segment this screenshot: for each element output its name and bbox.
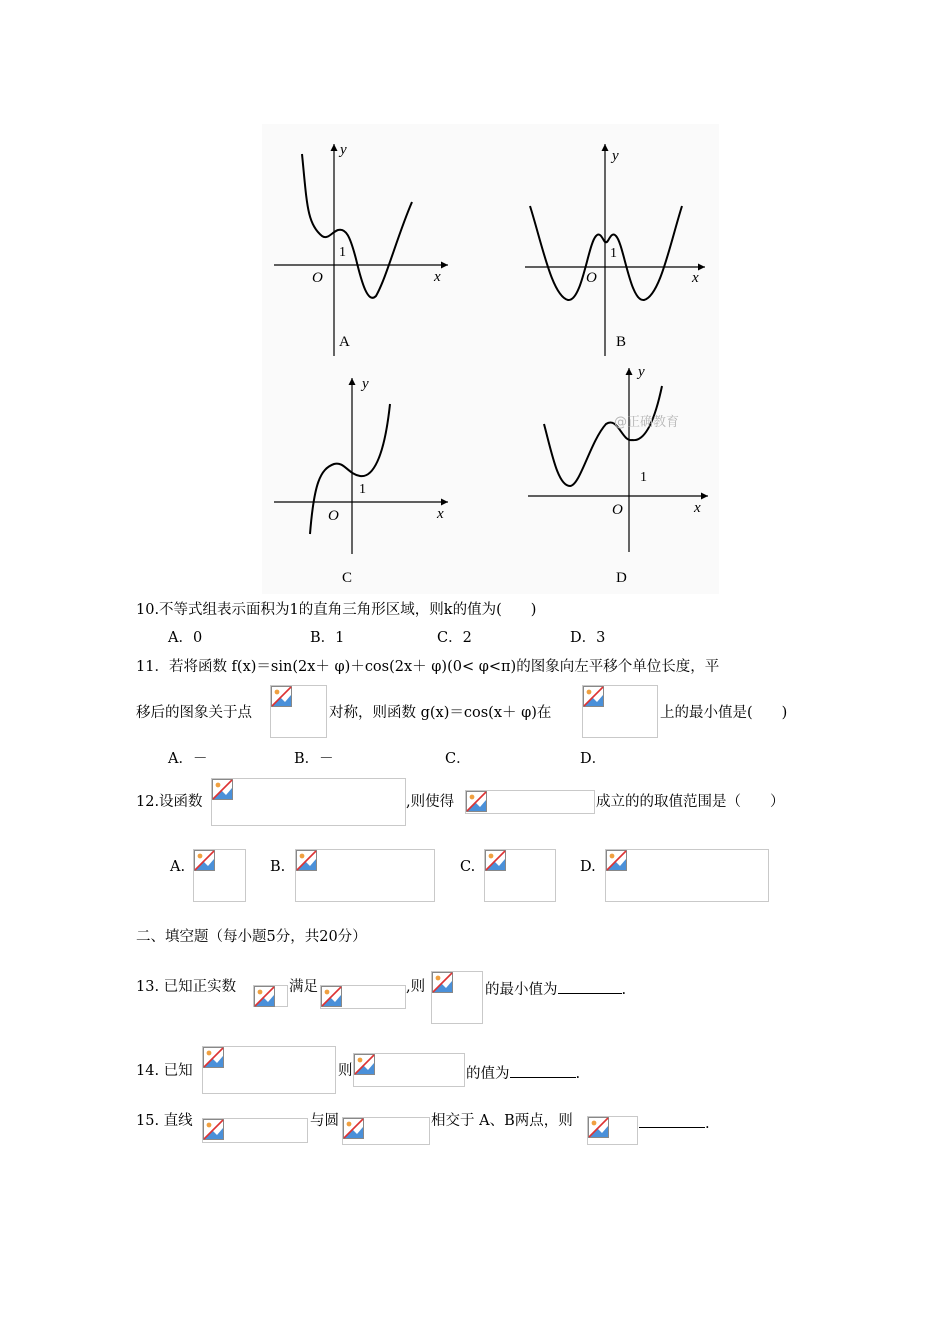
graph-b-one: 1 — [610, 246, 617, 261]
graph-b-x-label: x — [692, 270, 699, 286]
graph-b-y-label: y — [612, 148, 619, 164]
q15-c: 相交于 A、B两点，则 — [431, 1113, 573, 1129]
q10-option-b: B．1 — [310, 630, 345, 646]
q10-option-c: C．2 — [437, 630, 472, 646]
q14-end: . — [575, 1066, 581, 1082]
q11-option-c: C． — [445, 751, 471, 767]
broken-image-icon — [212, 779, 233, 800]
q14-answer-blank[interactable] — [510, 1061, 576, 1078]
q15-ab-image — [587, 1116, 638, 1145]
broken-image-icon — [203, 1119, 224, 1140]
q11-option-b: B．－ — [294, 751, 334, 767]
broken-image-icon — [432, 972, 453, 993]
q14-expression-image — [353, 1053, 465, 1087]
broken-image-icon — [466, 791, 487, 812]
broken-image-icon — [254, 986, 275, 1007]
q13-b: 满足 — [289, 979, 318, 995]
broken-image-icon — [296, 850, 317, 871]
q11-interval-image — [582, 685, 658, 738]
graph-c-letter: C — [342, 570, 353, 586]
q14-given-image — [202, 1046, 336, 1094]
q11-option-a: A．－ — [168, 751, 208, 767]
broken-image-icon — [583, 686, 604, 707]
q14-c-wrap — [466, 1061, 580, 1084]
broken-image-icon — [343, 1118, 364, 1139]
graph-a-origin: O — [312, 270, 323, 286]
q13-end: . — [621, 982, 627, 998]
graph-c-origin: O — [328, 508, 339, 524]
graph-a — [274, 142, 448, 356]
broken-image-icon — [485, 850, 506, 871]
q12-mid: ,则使得 — [406, 794, 455, 810]
broken-image-icon — [606, 850, 627, 871]
broken-image-icon — [203, 1047, 224, 1068]
graph-d — [528, 364, 708, 586]
graph-b-curve — [530, 206, 682, 300]
broken-image-icon — [321, 986, 342, 1007]
graph-c-one: 1 — [359, 482, 366, 497]
q12-option-a-image — [193, 849, 246, 902]
graph-d-one: 1 — [640, 470, 647, 485]
graph-c-x-label: x — [437, 506, 444, 522]
q11-line2-a: 移后的图象关于点 — [136, 705, 252, 721]
graph-d-letter: D — [616, 570, 627, 586]
q10-option-d: D．3 — [570, 630, 606, 646]
q13-a: 13. 已知正实数 — [136, 979, 237, 995]
graph-a-letter: A — [339, 334, 350, 350]
graph-d-origin: O — [612, 502, 623, 518]
q12-inequality-image — [465, 790, 595, 814]
q13-d — [485, 977, 626, 1000]
broken-image-icon — [354, 1054, 375, 1075]
graph-a-one: 1 — [339, 245, 346, 260]
q14-c: 的值为 — [466, 1066, 510, 1082]
q13-d-text: 的最小值为 — [485, 982, 558, 998]
q11-line2-b: 对称，则函数 g(x)＝cos(x＋ φ)在 — [329, 705, 552, 721]
q13-vars-image — [253, 985, 288, 1007]
q12-prefix: 12.设函数 — [136, 794, 203, 810]
graph-c-curve — [310, 404, 390, 534]
q11-line2-c: 上的最小值是( ) — [660, 705, 788, 721]
q14-b: 则 — [338, 1063, 353, 1079]
q13-condition-image — [320, 985, 406, 1009]
section2-heading: 二、填空题（每小题5分，共20分） — [136, 929, 367, 945]
q15-line-image — [202, 1118, 308, 1143]
graph-a-x-label: x — [434, 269, 441, 285]
q15-end: . — [705, 1116, 710, 1132]
q15-circle-image — [342, 1117, 430, 1145]
q11-point-image — [270, 685, 327, 738]
watermark: @正确教育 — [614, 415, 680, 430]
q11-option-d: D． — [580, 751, 607, 767]
graph-d-x-label: x — [694, 500, 701, 516]
q10-stem: 10.不等式组表示面积为1的直角三角形区域，则k的值为( ) — [136, 602, 537, 618]
graph-b-letter: B — [616, 334, 627, 350]
q10-option-a: A．0 — [168, 630, 203, 646]
q15-b: 与圆 — [310, 1113, 339, 1129]
q13-answer-blank[interactable] — [558, 977, 622, 994]
graph-a-y-label: y — [340, 142, 347, 158]
q11-line1: 11．若将函数 f(x)＝sin(2x＋ φ)＋cos(2x＋ φ)(0< φ<π)的图象向左平移个单位长度，平 — [136, 659, 720, 675]
q12-option-d-image — [605, 849, 769, 902]
broken-image-icon — [271, 686, 292, 707]
q12-option-b-image — [295, 849, 435, 902]
q14-a: 14. 已知 — [136, 1063, 193, 1079]
graph-d-y-label: y — [638, 364, 645, 380]
graph-c-y-label: y — [362, 376, 369, 392]
q13-expression-image — [431, 971, 483, 1024]
q15-answer-blank[interactable] — [639, 1111, 705, 1128]
broken-image-icon — [588, 1117, 609, 1138]
q12-function-image — [211, 778, 406, 826]
q13-c: ,则 — [406, 979, 426, 995]
q12-option-c: C. — [460, 859, 476, 875]
q15-a: 15. 直线 — [136, 1113, 193, 1129]
broken-image-icon — [194, 850, 215, 871]
q12-option-b: B. — [270, 859, 286, 875]
q12-option-a: A. — [170, 859, 186, 875]
graph-c — [274, 376, 448, 586]
graph-b-origin: O — [586, 270, 597, 286]
graph-b — [525, 144, 705, 356]
q12-suffix: 成立的的取值范围是（ ） — [596, 794, 785, 810]
graphs-svg — [262, 124, 719, 594]
q15-answer-wrap — [639, 1111, 710, 1134]
q12-option-c-image — [484, 849, 556, 902]
q12-option-d: D. — [580, 859, 596, 875]
function-graphs-figure — [262, 124, 719, 594]
